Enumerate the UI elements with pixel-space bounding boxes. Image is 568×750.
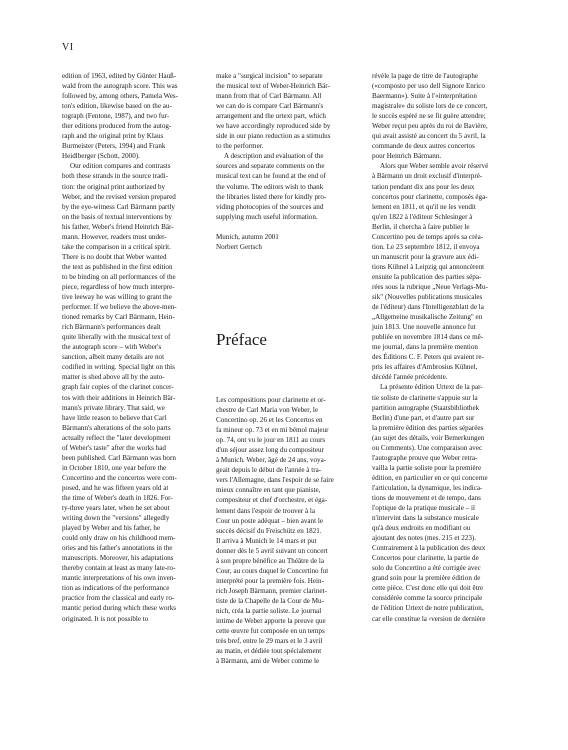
signature-name: Norbert Gertsch [216,242,262,251]
text-line: tions de mouvement et de tempo, dans [372,493,481,502]
text-line: qu'en 1822 à l'éditeur Schlesinger à [372,212,473,221]
text-line: tation pendant dix ans pour les deux [372,182,475,191]
text-line: writing down the "versions" allegedly [62,514,170,523]
text-line: pour Heinrich Bärmann. [372,152,442,161]
text-line: car elle constitue la ‹version de dernière [372,614,486,623]
text-line: fa mineur op. 73 et en mi bémol majeur [216,426,329,435]
text-line: ty-three years later, when he set about [62,504,170,513]
text-line: considérée comme la source principale [372,594,483,603]
text-line: A description and evaluation of the [224,152,324,161]
text-line: manuscripts. Moreover, his adaptations [62,554,174,563]
text-line: à Munich. Weber, âgé de 24 ans, voya- [216,456,327,465]
text-line: révèle la page de titre de l'autographe [372,72,479,80]
text-line: La présente édition Urtext de la par- [380,383,483,392]
text-line: Bärmann's alterations of the solo parts [62,423,171,432]
text-line: ories and his father's annotations in the [62,544,173,553]
text-line: compositeur et chef d'orchestre, et éga- [216,496,328,505]
text-line: publiée en novembre 1814 dans ce mê- [372,333,484,342]
text-line: commande de deux autres concertos [372,142,475,151]
english-column-left [62,71,195,624]
text-line: d'un séjour assez long du compositeur [216,446,324,455]
text-line: Contrairement à la publication des deux [372,544,486,553]
page-number: VI [62,42,74,53]
text-line: ajoutant des notes (mes. 215 et 223). [372,534,477,543]
text-line: («composto per uso dell Signore Enrico [372,82,485,91]
text-line: solo du Concertino a été corrigée avec [372,564,481,573]
text-line: thereby contain at least as many late-ro- [62,564,176,573]
english-text-continued [216,71,355,222]
text-line: have little reason to believe that Carl [62,413,167,422]
text-line: mantic period during which these works [62,604,177,613]
text-line: ther editions produced from the autog- [62,122,172,131]
text-line: the time of Weber's death in 1826. For- [62,493,173,502]
text-line: wald from the autograph score. This was [62,82,178,91]
text-line: supplying much useful information. [216,212,318,221]
text-line: l'optique de la pratique musicale – il [372,504,475,513]
text-line: cette œuvre fut composée en un temps [216,627,325,636]
preface-body [216,395,355,666]
text-line: un manuscrit pour la gravure aux édi- [372,252,479,261]
text-line: sik" (Nouvelles publications musicales [372,293,483,302]
text-line: à son propre bénéfice au Théâtre de la [216,556,324,565]
text-line: actually reflect the "later development [62,433,171,442]
text-line: of Weber's taste" after the works had [62,443,166,452]
text-line: Alors que Weber semble avoir réservé [380,162,489,171]
text-line: intime de Weber apporte la preuve que [216,617,326,626]
text-line: played by Weber and his father, he [62,524,161,533]
text-line: There is no doubt that Weber wanted [62,252,167,261]
text-line: we have accordingly reproduced side by [216,122,331,131]
english-column-middle [216,71,355,252]
text-line: grand soin pour la première édition de [372,574,481,583]
text-line: his father, Weber's friend Heinrich Bär- [62,222,174,231]
text-line: by the eye-witness Carl Bärmann partly [62,202,175,211]
text-line: rich Bärmann's performances dealt [62,323,161,332]
text-line: Baermann»). Suite à l'«interprétation [372,92,477,101]
text-line: tograph (Fentone, 1987), and two fur- [62,112,170,121]
text-line: nich, créa la partie soliste. Le journal [216,606,322,615]
text-line: Our edition compares and contrasts [70,162,171,171]
text-line: arrangement and the urtext part, which [216,112,326,121]
text-line: lement dans l'espoir de trouver à la [216,506,315,515]
text-line: tioned remarks by Carl Bärmann, Hein- [62,313,175,322]
text-line: musical text can be found at the end of [216,172,326,181]
text-line: viding photocopies of the sources and [216,202,324,211]
text-line: to be binding on all performances of the [62,272,176,281]
text-line: vers l'Allemagne, dans l'espoir de se faire [216,476,334,485]
text-line: qu'à deux endroits en modifiant ou [372,524,471,533]
text-line: make a "surgical incision" to separate [216,72,323,80]
text-line: originated. It is not possible to [62,614,149,623]
text-line: ensuite la publication des parties sépa- [372,272,482,281]
text-line: Weber reçut peu après du roi de Bavière, [372,122,488,131]
text-line: chestre de Carl Maria von Weber, le [216,406,319,415]
text-line: le succès espéré ne se fit guère attendre; [372,112,486,121]
text-line: geait depuis le début de l'année à tra- [216,466,322,475]
text-line: edition of 1963, edited by Günter Hauß- [62,72,177,80]
text-line: Berlin, il chercha à faire publier le [372,222,470,231]
text-line: graph fair copies of the clarinet concer- [62,383,174,392]
french-column-right [372,71,510,624]
text-line: très bref, entre le 29 mars et le 3 avril [216,637,323,646]
text-line: mann. However, readers must under- [62,232,167,241]
text-line: in October 1810, one year before the [62,463,167,472]
text-line: concertos pour clarinette, composés éga- [372,192,488,201]
text-line: des Éditions C. F. Peters qui avaient re- [372,353,484,362]
text-line: Heidlberger (Schott, 2000). [62,152,140,161]
text-line: codified in writing. Special light on this [62,363,175,372]
text-line: Berlin) d'une part, et d'autre part sur [372,413,475,422]
text-line: op. 74, ont vu le jour en 1811 au cours [216,436,326,445]
text-line: the text as published in the first edition [62,262,173,271]
text-line: sources and separate comments on the [216,162,325,171]
text-line: on the basis of textual interventions by [62,212,172,221]
text-line: magistrale» du soliste lors de ce concert, [372,102,488,111]
text-line: pris les affaires d'Ambrosius Kühnel, [372,363,478,372]
text-line: we can do is compare Carl Bärmann's [216,102,324,111]
text-line: n'intervint dans la substance musicale [372,514,479,523]
text-line: à Bärmann, ami de Weber comme le [216,657,320,666]
text-line: ton's edition, likewise based on the au- [62,102,172,111]
text-line: donner dès le 5 avril suivant un concert [216,546,328,555]
text-line: cette pièce. C'est donc elle qui doit être [372,584,484,593]
text-line: qui avait assisté au concert du 5 avril, la [372,132,486,141]
text-line: to the performer. [216,142,264,151]
text-line: quite liberally with the musical text of [62,333,171,342]
text-line: tions Kühnel à Leipzig qui annoncèrent [372,262,485,271]
text-line: posed, and he was fifteen years old at [62,483,169,492]
text-line: rées sous la rubrique „Neue Verlags-Mu- [372,282,488,291]
text-line: Concertino op. 26 et les Concertos en [216,416,323,425]
text-line: could only draw on his childhood mem- [62,534,176,543]
text-line: Les compositions pour clarinette et or- [216,396,326,404]
text-line: interprété pour la première fois. Hein- [216,576,324,585]
text-line: juin 1813. Une nouvelle annonce fut [372,323,476,332]
text-line: vailla la partie soliste pour la première [372,463,482,472]
text-line: side in our piano reduction as a stimulus [216,132,331,141]
text-line: the volume. The editors wish to thank [216,182,324,191]
text-line: the libraries listed there for kindly pro- [216,192,327,201]
text-line: the musical text of Weber-Heinrich Bär- [216,82,330,91]
text-line: l'articulation, la dynamique, les indica- [372,483,483,492]
text-line: Cour un poste adéquat – bien avant le [216,516,323,525]
text-line: practice from the classical and early ro- [62,594,175,603]
text-line: ou Comments). Une comparaison avec [372,443,483,452]
text-line: mieux connaître en tant que pianiste, [216,486,321,495]
text-line: à Bärmann un droit exclusif d'interpré- [372,172,483,181]
signature-place-date: Munich, autumn 2001 [216,232,279,241]
text-line: been published. Carl Bärmann was born [62,453,176,462]
text-line: de l'éditeur) dans l'Intelligenzblatt de la [372,303,484,312]
text-line: take the comparison in a critical spirit. [62,242,171,251]
text-line: tiste de la Chapelle de la Cour de Mu- [216,596,324,605]
text-line: succès décisif du Freischütz en 1821. [216,526,322,535]
text-line: Burmeister (Peters, 1994) and Frank [62,142,166,151]
text-line: piece, regardless of how much interpre- [62,282,175,291]
text-line: Concertino peu de temps après sa créa- [372,232,484,241]
text-line: sanction, albeit many details are not [62,353,165,362]
text-line: matter is shed above all by the auto- [62,373,165,382]
text-line: rich Joseph Bärmann, premier clarinet- [216,586,327,595]
text-line: de l'édition Urtext de notre publication, [372,604,484,613]
text-line: Weber, and the revised version prepared [62,192,176,201]
text-line: tion. Le 23 septembre 1812, il envoya [372,242,480,251]
text-line: partition autographe (Staatsbibliothek [372,403,480,412]
text-line: Il arriva à Munich le 14 mars et put [216,536,317,545]
text-line: „Allgemeine musikalische Zeitung" en [372,313,483,322]
text-line: tie soliste de clarinette s'appuie sur la [372,393,478,402]
text-line: la première édition des parties séparées [372,423,484,432]
text-line: Concertos pour clarinette, la partie de [372,554,479,563]
text-line: tion: the original print authorized by [62,182,166,191]
text-line: mantic interpretations of his own inven- [62,574,176,583]
text-line: l'autographe prouve que Weber retra- [372,453,478,462]
text-line: me journal, dans la première mention [372,343,478,352]
text-line: (au sujet des détails, voir Bemerkungen [372,433,485,442]
text-line: raph and the original print by Klaus [62,132,164,141]
text-line: mann from that of Carl Bärmann. All [216,92,322,101]
text-line: followed by, among others, Pamela Wes- [62,92,179,101]
text-line: mann's private library. That said, we [62,403,165,412]
text-line: édition, en particulier en ce qui concerne [372,473,488,482]
text-line: tion as indications of the performance [62,584,170,593]
text-line: performer. If we believe the above-men- [62,303,177,312]
text-line: lement en 1811, et qu'il ne les vendit [372,202,476,211]
text-line: both these strands in the source tradi- [62,172,168,181]
text-line: Concertino and the concertos were com- [62,473,177,482]
text-line: tos with their additions in Heinrich Bär- [62,393,176,402]
preface-heading: Préface [216,330,267,349]
text-line: the autograph score – with Weber's [62,343,162,352]
text-line: décédé l'année précédente. [372,373,448,382]
text-line: au matin, et dédiée tout spécialement [216,647,322,656]
text-line: Cour, au cours duquel le Concertino fut [216,566,329,575]
text-line: tive leeway he was willing to grant the [62,293,172,302]
